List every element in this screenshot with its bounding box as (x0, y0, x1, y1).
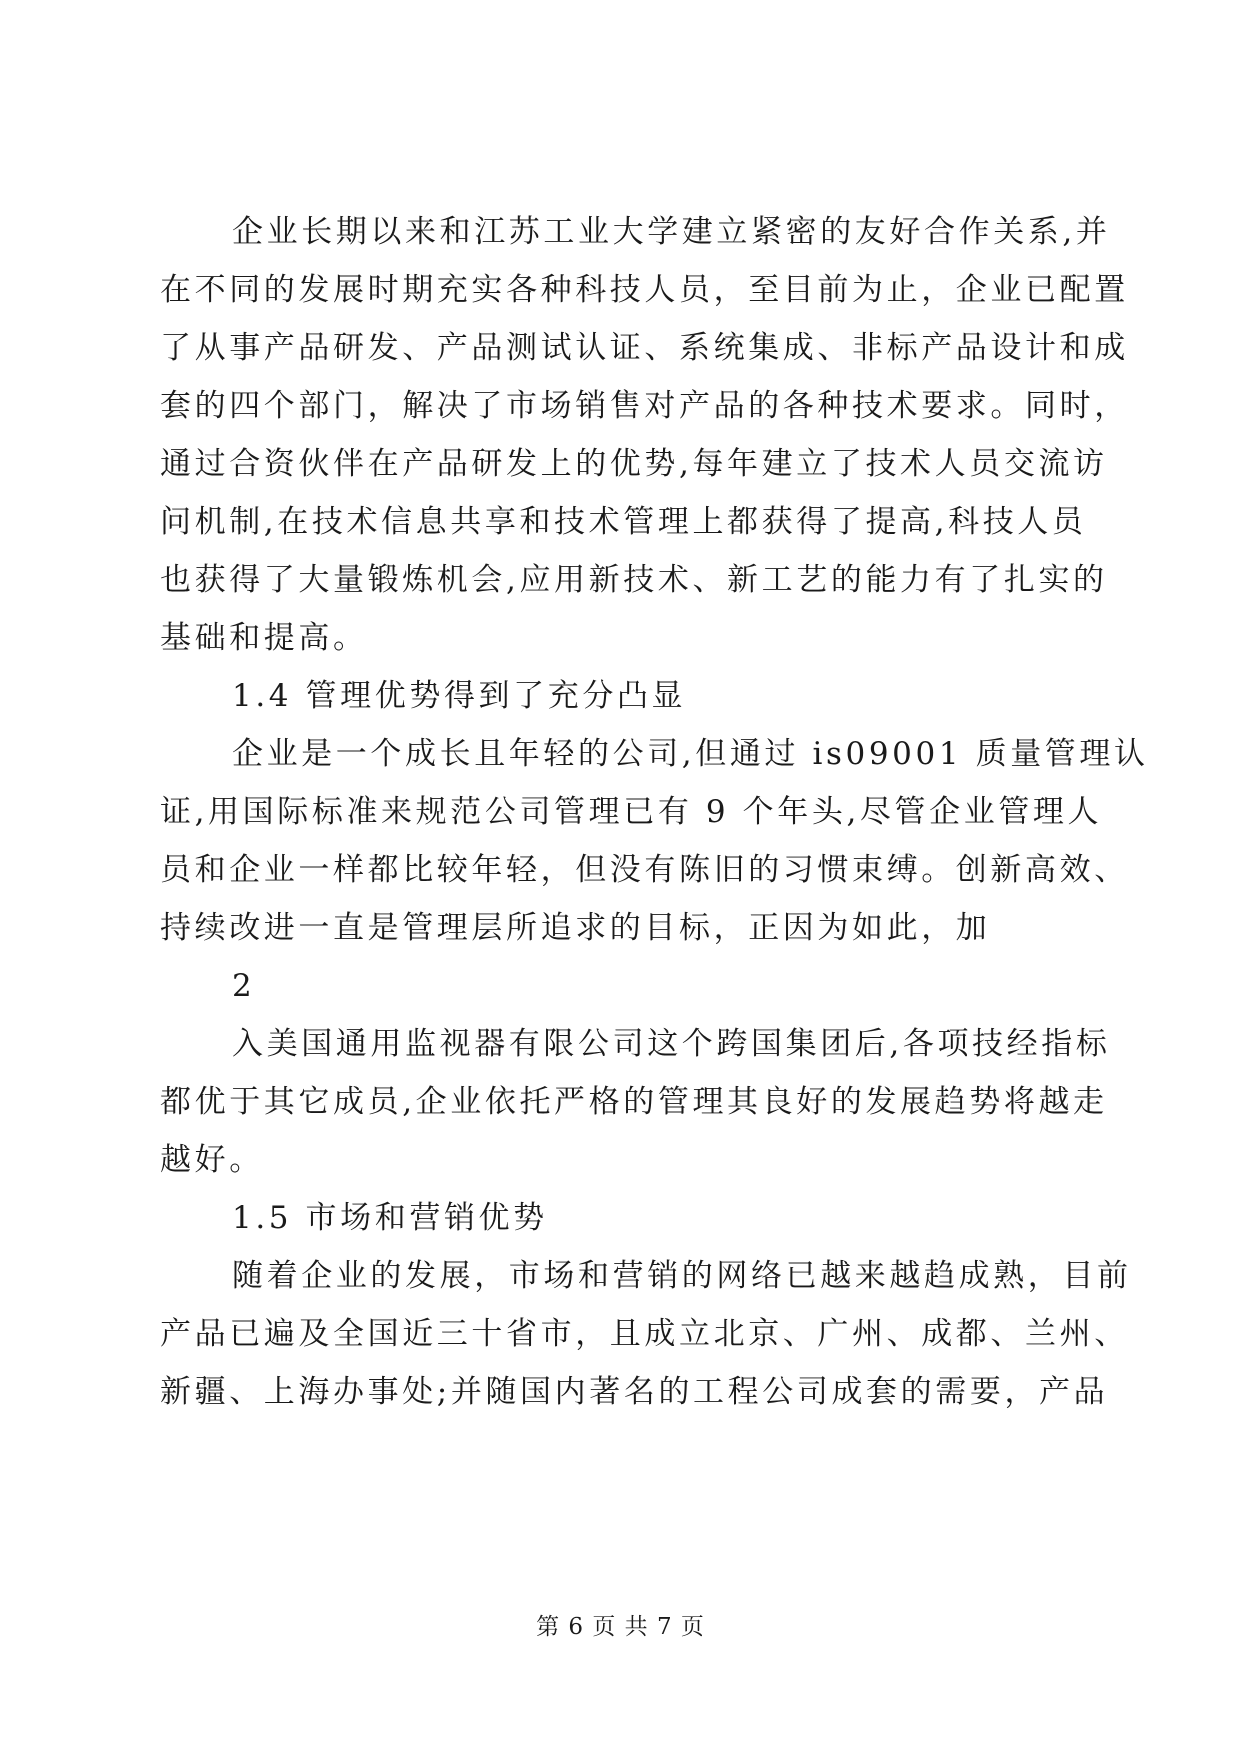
paragraph-2-line-3: 员和企业一样都比较年轻，但没有陈旧的习惯束缚。创新高效、 (160, 852, 1129, 888)
paragraph-1-line-3: 了从事产品研发、产品测试认证、系统集成、非标产品设计和成 (160, 330, 1129, 366)
paragraph-4-line-2: 产品已遍及全国近三十省市，且成立北京、广州、成都、兰州、 (160, 1316, 1129, 1352)
paragraph-3-line-2: 都优于其它成员,企业依托严格的管理其良好的发展趋势将越走 (160, 1084, 1108, 1120)
section-heading-1-4: 1.4 管理优势得到了充分凸显 (232, 678, 687, 714)
paragraph-4-line-1: 随着企业的发展，市场和营销的网络已越来越趋成熟，目前 (232, 1258, 1132, 1294)
paragraph-3-line-1: 入美国通用监视器有限公司这个跨国集团后,各项技经指标 (232, 1026, 1111, 1062)
paragraph-1-line-8: 基础和提高。 (160, 620, 368, 656)
paragraph-2-line-2: 证,用国际标准来规范公司管理已有 9 个年头,尽管企业管理人 (160, 794, 1103, 830)
paragraph-1-line-2: 在不同的发展时期充实各种科技人员，至目前为止，企业已配置 (160, 272, 1129, 308)
paragraph-1-line-6: 问机制,在技术信息共享和技术管理上都获得了提高,科技人员 (160, 504, 1087, 540)
page-footer: 第 6 页 共 7 页 (536, 1614, 705, 1640)
paragraph-1-line-4: 套的四个部门，解决了市场销售对产品的各种技术要求。同时， (160, 388, 1129, 424)
paragraph-1-line-1: 企业长期以来和江苏工业大学建立紧密的友好合作关系,并 (232, 214, 1111, 250)
paragraph-2-line-1: 企业是一个成长且年轻的公司,但通过 is09001 质量管理认 (232, 736, 1149, 772)
paragraph-3-line-3: 越好。 (160, 1142, 264, 1178)
paragraph-2-line-4: 持续改进一直是管理层所追求的目标，正因为如此，加 (160, 910, 991, 946)
paragraph-4-line-3: 新疆、上海办事处;并随国内著名的工程公司成套的需要，产品 (160, 1374, 1109, 1410)
page-break-marker: 2 (232, 968, 256, 1004)
section-heading-1-5: 1.5 市场和营销优势 (232, 1200, 548, 1236)
paragraph-1-line-7: 也获得了大量锻炼机会,应用新技术、新工艺的能力有了扎实的 (160, 562, 1108, 598)
paragraph-1-line-5: 通过合资伙伴在产品研发上的优势,每年建立了技术人员交流访 (160, 446, 1108, 482)
